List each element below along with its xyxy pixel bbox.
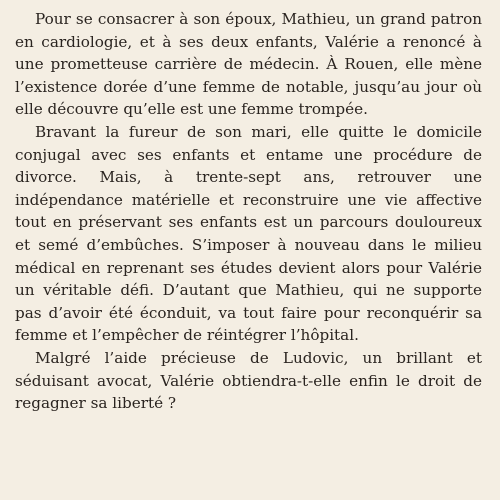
blurb-paragraph-3: Malgré l’aide précieuse de Ludovic, un brillant et séduisant avocat, Valérie obtiendra-t-elle enfin le droit de regagner sa liberté ?: [15, 348, 482, 413]
blurb-paragraph-2: Bravant la fureur de son mari, elle quitte le domicile conjugal avec ses enfants et entame une procédure de divorce. Mais, à trente-sept ans, retrouver une indépendance matérielle et reconstruire une vie affective tout en préservant ses enfants est un parcours douloureux et semé d’embûches. S’imposer à nouveau dans le milieu médical en reprenant ses études devient alors pour Valérie un véritable défi. D’autant que Mathieu, qui ne supporte pas d’avoir été éconduit, va tout faire pour reconquérir sa femme et l’empêcher de réintégrer l’hôpital.: [15, 122, 482, 345]
blurb-paragraph-1: Pour se consacrer à son époux, Mathieu, un grand patron en cardiologie, et à ses deux enfants, Valérie a renoncé à une prometteuse carrière de médecin. À Rouen, elle mène l’existence dorée d’une femme de notable, jusqu’au jour où elle découvre qu’elle est une femme trompée.: [15, 10, 482, 119]
